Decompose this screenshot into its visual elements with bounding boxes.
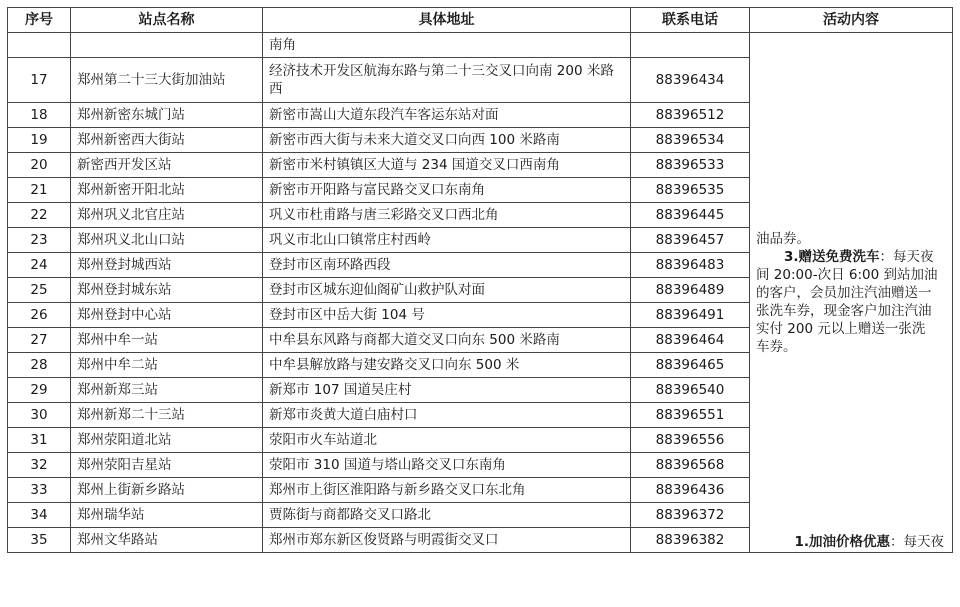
cell-address: 巩义市杜甫路与唐三彩路交叉口西北角: [263, 203, 631, 228]
station-table: [7, 7, 953, 553]
cell-address: 荥阳市 310 国道与塔山路交叉口东南角: [263, 453, 631, 478]
cell-seq: 20: [8, 153, 71, 178]
header-row: [8, 8, 953, 33]
cell-seq: 22: [8, 203, 71, 228]
activity-item-1-number: 1.: [794, 534, 809, 550]
cell-address: 登封市区城东迎仙阁矿山救护队对面: [263, 278, 631, 303]
cell-seq: 23: [8, 228, 71, 253]
cell-address: 中牟县东风路与商都大道交叉口向东 500 米路南: [263, 328, 631, 353]
cell-seq: 28: [8, 353, 71, 378]
header-activity: 活动内容: [750, 8, 953, 33]
cell-station-name: 郑州中牟二站: [71, 353, 263, 378]
cell-seq: 25: [8, 278, 71, 303]
activity-top-text: [756, 230, 946, 356]
cell-station-name: 郑州巩义北山口站: [71, 228, 263, 253]
cell-station-name: 郑州登封城西站: [71, 253, 263, 278]
cell-phone: 88396457: [631, 228, 750, 253]
cell-station-name: 郑州巩义北官庄站: [71, 203, 263, 228]
cell-phone: 88396382: [631, 528, 750, 553]
cell-address: 新密市西大街与未来大道交叉口向西 100 米路南: [263, 128, 631, 153]
cell-phone: 88396489: [631, 278, 750, 303]
cell-phone: [631, 33, 750, 58]
cell-seq: 24: [8, 253, 71, 278]
cell-station-name: 郑州登封中心站: [71, 303, 263, 328]
cell-address: 郑州市郑东新区俊贤路与明霞街交叉口: [263, 528, 631, 553]
table-row-partial: [8, 33, 953, 58]
cell-address: 荥阳市火车站道北: [263, 428, 631, 453]
cell-station-name: 新密西开发区站: [71, 153, 263, 178]
cell-address: 经济技术开发区航海东路与第二十三交叉口向南 200 米路西: [263, 58, 631, 103]
station-table-page: [7, 7, 952, 553]
cell-address: 新密市嵩山大道东段汽车客运东站对面: [263, 103, 631, 128]
cell-address: 南角: [263, 33, 631, 58]
cell-seq: 27: [8, 328, 71, 353]
activity-line: 实付 200 元以上赠送一张洗: [756, 320, 926, 337]
activity-item-1: [758, 533, 944, 551]
activity-item-3-title: 赠送免费洗车: [798, 248, 880, 265]
cell-seq: 29: [8, 378, 71, 403]
activity-line: 的客户，会员加注汽油赠送一: [756, 284, 932, 301]
cell-phone: 88396533: [631, 153, 750, 178]
cell-phone: 88396534: [631, 128, 750, 153]
cell-phone: 88396464: [631, 328, 750, 353]
cell-address: 贾陈街与商都路交叉口路北: [263, 503, 631, 528]
activity-item-1-title: 加油价格优惠: [809, 534, 890, 550]
cell-seq: 32: [8, 453, 71, 478]
cell-seq: [8, 33, 71, 58]
cell-station-name: 郑州新密西大街站: [71, 128, 263, 153]
cell-station-name: 郑州中牟一站: [71, 328, 263, 353]
activity-item-3-number: 3.: [784, 248, 799, 265]
cell-phone: 88396568: [631, 453, 750, 478]
header-phone: 联系电话: [631, 8, 750, 33]
cell-seq: 21: [8, 178, 71, 203]
cell-seq: 31: [8, 428, 71, 453]
cell-seq: 35: [8, 528, 71, 553]
cell-station-name: 郑州新郑二十三站: [71, 403, 263, 428]
cell-phone: 88396512: [631, 103, 750, 128]
cell-station-name: 郑州登封城东站: [71, 278, 263, 303]
cell-phone: 88396551: [631, 403, 750, 428]
cell-phone: 88396556: [631, 428, 750, 453]
cell-station-name: [71, 33, 263, 58]
cell-station-name: 郑州文华路站: [71, 528, 263, 553]
activity-line: ：每天夜: [879, 248, 934, 265]
cell-seq: 19: [8, 128, 71, 153]
header-address: 具体地址: [263, 8, 631, 33]
activity-line: 间 20:00-次日 6:00 到站加油: [756, 266, 938, 283]
cell-phone: 88396434: [631, 58, 750, 103]
cell-station-name: 郑州新密东城门站: [71, 103, 263, 128]
activity-line: 油品券。: [756, 230, 810, 247]
cell-address: 新密市开阳路与富民路交叉口东南角: [263, 178, 631, 203]
cell-address: 郑州市上街区淮阳路与新乡路交叉口东北角: [263, 478, 631, 503]
cell-seq: 33: [8, 478, 71, 503]
cell-station-name: 郑州荥阳道北站: [71, 428, 263, 453]
activity-item-1-tail: ：每天夜: [890, 534, 944, 550]
cell-station-name: 郑州上街新乡路站: [71, 478, 263, 503]
cell-phone: 88396483: [631, 253, 750, 278]
header-station-name: 站点名称: [71, 8, 263, 33]
cell-seq: 17: [8, 58, 71, 103]
cell-phone: 88396540: [631, 378, 750, 403]
cell-phone: 88396465: [631, 353, 750, 378]
cell-address: 巩义市北山口镇常庄村西岭: [263, 228, 631, 253]
activity-line: 车券。: [756, 338, 797, 355]
cell-phone: 88396436: [631, 478, 750, 503]
cell-phone: 88396535: [631, 178, 750, 203]
cell-seq: 26: [8, 303, 71, 328]
cell-station-name: 郑州新郑三站: [71, 378, 263, 403]
cell-seq: 18: [8, 103, 71, 128]
activity-line: 张洗车券，现金客户加注汽油: [756, 302, 932, 319]
cell-address: 新郑市炎黄大道白庙村口: [263, 403, 631, 428]
cell-seq: 34: [8, 503, 71, 528]
cell-seq: 30: [8, 403, 71, 428]
cell-station-name: 郑州瑞华站: [71, 503, 263, 528]
cell-phone: 88396491: [631, 303, 750, 328]
activity-item-3: [756, 248, 946, 266]
cell-station-name: 郑州荥阳吉星站: [71, 453, 263, 478]
cell-phone: 88396372: [631, 503, 750, 528]
cell-station-name: 郑州新密开阳北站: [71, 178, 263, 203]
cell-address: 登封市区中岳大街 104 号: [263, 303, 631, 328]
activity-content-cell: [750, 33, 953, 553]
cell-phone: 88396445: [631, 203, 750, 228]
cell-station-name: 郑州第二十三大街加油站: [71, 58, 263, 103]
cell-address: 登封市区南环路西段: [263, 253, 631, 278]
header-seq: 序号: [8, 8, 71, 33]
cell-address: 新郑市 107 国道吴庄村: [263, 378, 631, 403]
cell-address: 新密市米村镇镇区大道与 234 国道交叉口西南角: [263, 153, 631, 178]
cell-address: 中牟县解放路与建安路交叉口向东 500 米: [263, 353, 631, 378]
